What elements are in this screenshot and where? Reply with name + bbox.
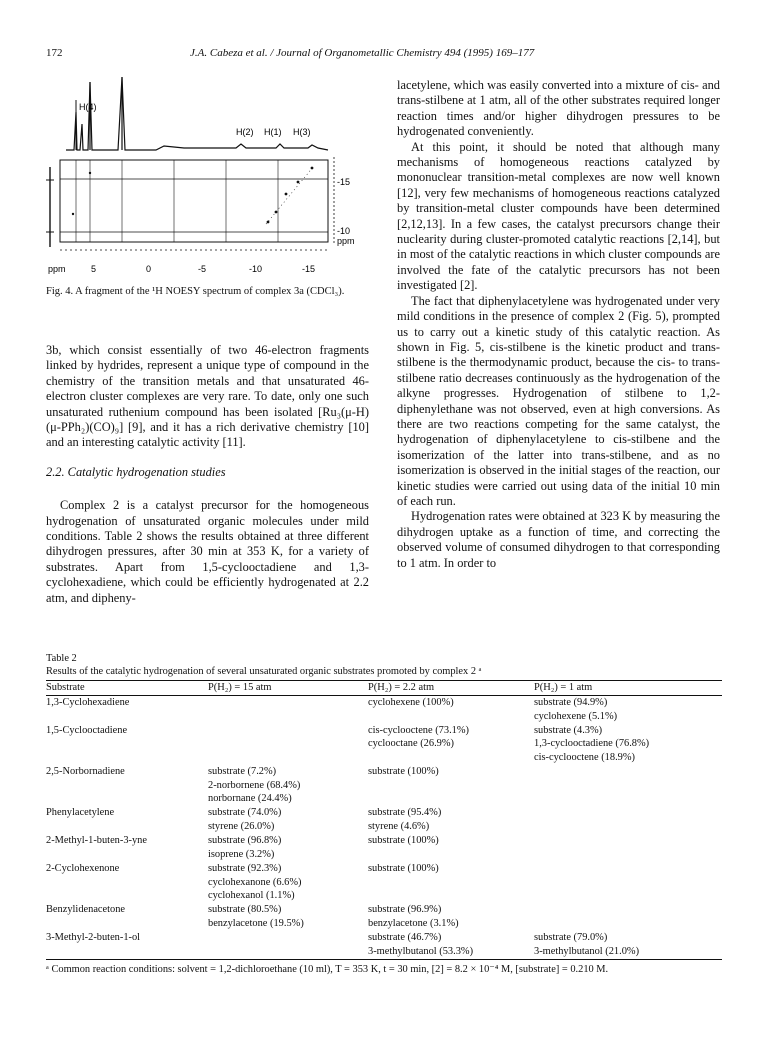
table-cell bbox=[208, 696, 368, 724]
cell-line: 2-norbornene (68.4%) bbox=[208, 779, 301, 791]
table-cell bbox=[46, 862, 208, 903]
cell-line: 3-Methyl-2-buten-1-ol bbox=[46, 932, 141, 944]
bottom-axis-label-5: 5 bbox=[91, 264, 97, 274]
cell-line: cyclohexanone (6.6%) bbox=[208, 876, 302, 888]
noesy-spectrum-figure bbox=[46, 72, 366, 282]
header-1-atm: P(H₂) = 1 atm bbox=[534, 681, 593, 693]
table-cell bbox=[368, 862, 534, 903]
cell-line: 1,3-cyclooctadiene (76.8%) bbox=[534, 738, 650, 750]
table-cell bbox=[208, 862, 368, 903]
table-cell bbox=[368, 696, 534, 724]
right-paragraph-4: Hydrogenation rates were obtained at 323 K by measuring the dihydrogen uptake as a function of time, and correcting the observed volume of consumed dihydrogen to that corresponding to 1 atm. In order to bbox=[397, 509, 720, 570]
left-paragraph-2: Complex 2 is a catalyst precursor for the homogeneous hydrogenation of unsaturated organic molecules under mild conditions. Table 2 shows the results obtained at three different dihydrogen pressures, after 30 min at 353 K, for a variety of substrates. Apart from 1,5-cyclooctadiene and 1,3-cyclohexadiene, which could be efficiently hydrogenated at 2.2 atm, and dipheny- bbox=[46, 498, 369, 605]
table-cell bbox=[534, 862, 722, 903]
cell-line: isoprene (3.2%) bbox=[208, 848, 275, 860]
peak-label-h2: H(2) bbox=[236, 127, 254, 137]
table-2 bbox=[46, 652, 722, 976]
table-cell bbox=[534, 696, 722, 724]
table-cell bbox=[368, 724, 534, 765]
right-column bbox=[397, 78, 720, 571]
header-substrate: Substrate bbox=[46, 681, 85, 693]
cell-line: substrate (79.0%) bbox=[534, 932, 608, 944]
table-cell bbox=[46, 806, 208, 834]
peak-label-h1: H(1) bbox=[264, 127, 282, 137]
table-cell bbox=[534, 931, 722, 959]
right-paragraph-1: lacetylene, which was easily converted into a mixture of cis- and trans-stilbene at 1 atm, all of the other substrates required longer reaction times and/or higher dihydrogen pressures to be hydrogenated conveniently. bbox=[397, 78, 720, 139]
cell-line: cyclohexene (5.1%) bbox=[534, 710, 618, 722]
cell-line: 1,5-Cyclooctadiene bbox=[46, 725, 128, 737]
table-cell bbox=[46, 696, 208, 724]
cell-line: substrate (100%) bbox=[368, 766, 439, 778]
right-paragraph-2: At this point, it should be noted that although many mechanisms of homogeneous reactions catalyzed by mononuclear transition-metal complexes are now well known [12], very few mechanisms of homogeneous reactions catalyzed by transition-metal cluster compounds have been determined [2,12,13]. In a few cases, the catalyst precursors change their nuclearity during cluster-promoted catalytic reactions [2,14], but in most of the catalytic reactions in which cluster compounds are involved the fate of the catalytic precursors has not been investigated [2]. bbox=[397, 139, 720, 293]
table-row bbox=[46, 696, 722, 724]
cell-line: substrate (100%) bbox=[368, 835, 439, 847]
table-row bbox=[46, 765, 722, 806]
table-cell bbox=[46, 765, 208, 806]
table-cell bbox=[368, 903, 534, 931]
table-label: Table 2 bbox=[46, 653, 77, 664]
cell-line: substrate (96.8%) bbox=[208, 835, 282, 847]
header-2-2-atm: P(H₂) = 2.2 atm bbox=[368, 681, 435, 693]
section-heading: 2.2. Catalytic hydrogenation studies bbox=[46, 464, 226, 479]
bottom-axis-label-ppm: ppm bbox=[48, 264, 66, 274]
running-head: J.A. Cabeza et al. / Journal of Organometallic Chemistry 494 (1995) 169–177 bbox=[190, 47, 535, 59]
table-cell bbox=[534, 903, 722, 931]
table-row bbox=[46, 806, 722, 834]
table-cell bbox=[534, 765, 722, 806]
table-cell bbox=[208, 931, 368, 959]
right-axis-label-minus15: -15 bbox=[337, 177, 351, 187]
cell-line: cis-cyclooctene (18.9%) bbox=[534, 751, 635, 763]
table-cell bbox=[46, 834, 208, 862]
cell-line: substrate (92.3%) bbox=[208, 863, 282, 875]
cell-line: substrate (7.2%) bbox=[208, 766, 277, 778]
cell-line: cis-cyclooctene (73.1%) bbox=[368, 725, 469, 737]
table-cell bbox=[208, 724, 368, 765]
table-cell bbox=[534, 724, 722, 765]
bottom-axis-label-minus10: -10 bbox=[249, 264, 263, 274]
table-cell bbox=[46, 903, 208, 931]
cell-line: 2-Methyl-1-buten-3-yne bbox=[46, 835, 147, 847]
cell-line: 3-methylbutanol (53.3%) bbox=[368, 945, 474, 957]
cell-line: substrate (96.9%) bbox=[368, 904, 442, 916]
cell-line: substrate (4.3%) bbox=[534, 725, 603, 737]
right-axis-label-minus10: -10 bbox=[337, 226, 351, 236]
table-cell bbox=[368, 765, 534, 806]
table-row bbox=[46, 862, 722, 903]
table-cell bbox=[208, 806, 368, 834]
cell-line: 2,5-Norbornadiene bbox=[46, 766, 125, 778]
left-column bbox=[46, 343, 369, 606]
page-number: 172 bbox=[46, 47, 63, 59]
table-cell bbox=[368, 931, 534, 959]
table-cell bbox=[534, 834, 722, 862]
cell-line: substrate (74.0%) bbox=[208, 807, 282, 819]
cell-line: substrate (46.7%) bbox=[368, 932, 442, 944]
cell-line: cyclooctane (26.9%) bbox=[368, 738, 454, 750]
cell-line: norbornane (24.4%) bbox=[208, 793, 292, 805]
table-row bbox=[46, 724, 722, 765]
table-row bbox=[46, 834, 722, 862]
table-cell bbox=[208, 834, 368, 862]
cell-line: benzylacetone (3.1%) bbox=[368, 917, 459, 929]
results-table bbox=[46, 680, 722, 960]
cell-line: cyclohexanol (1.1%) bbox=[208, 889, 295, 901]
table-title: Results of the catalytic hydrogenation of several unsaturated organic substrates promoted by complex 2 ᵃ bbox=[46, 666, 482, 678]
left-paragraph-1: 3b, which consist essentially of two 46-electron fragments linked by hydrides, represent a unique type of compound in the chemistry of the transition metals and that unsaturated 46-electron cluster complexes are very rare. To date, only one such unsaturated ruthenium compound has been isolated [Ru₃(μ-H)(μ-PPh₂)(CO)₉] [9], and it has a rich derivative chemistry [10] and an interesting catalytic activity [11]. bbox=[46, 343, 369, 450]
table-cell bbox=[368, 834, 534, 862]
cell-line: 1,3-Cyclohexadiene bbox=[46, 697, 130, 709]
cell-line: 3-methylbutanol (21.0%) bbox=[534, 945, 640, 957]
contour-plot-frame bbox=[60, 160, 328, 242]
cell-line: substrate (80.5%) bbox=[208, 904, 282, 916]
right-axis-label-ppm: ppm bbox=[337, 236, 355, 246]
table-row bbox=[46, 931, 722, 959]
table-cell bbox=[208, 903, 368, 931]
cell-line: Benzylidenacetone bbox=[46, 904, 126, 916]
header-15-atm: P(H₂) = 15 atm bbox=[208, 681, 272, 693]
cell-line: Phenylacetylene bbox=[46, 807, 115, 819]
figure-caption: Fig. 4. A fragment of the ¹H NOESY spectrum of complex 3a (CDCl₃). bbox=[46, 286, 345, 297]
table-cell bbox=[46, 724, 208, 765]
table-header-row bbox=[46, 680, 722, 695]
spectrum-trace bbox=[66, 77, 328, 150]
peak-label-h3: H(3) bbox=[293, 127, 311, 137]
peak-label-h4: H(4) bbox=[79, 102, 97, 112]
cell-line: benzylacetone (19.5%) bbox=[208, 917, 304, 929]
cell-line: cyclohexene (100%) bbox=[368, 697, 454, 709]
cell-line: styrene (4.6%) bbox=[368, 820, 430, 832]
cell-line: substrate (95.4%) bbox=[368, 807, 442, 819]
table-cell bbox=[208, 765, 368, 806]
table-cell bbox=[368, 806, 534, 834]
right-paragraph-3: The fact that diphenylacetylene was hydrogenated under very mild conditions in the presence of complex 2 (Fig. 5), prompted us to carry out a kinetic study of this catalytic reaction. As shown in Fig. 5, cis-stilbene is the kinetic product and trans-stilbene is the thermodynamic product, because the cis- to trans-stilbene ratio decreases continuously as the hydrogenation of the alkyne progresses. Hydrogenation of stilbene to 1,2-diphenylethane was not observed, even at high conversions. As there are two reactions competing for the same catalyst, the hydrogenation of diphenylacetylene to cis-stilbene and the isomerization of the latter into trans-stilbene, and as no isomerization is observed in the initial stages of the reaction, our kinetic studies were carried out using data of the initial 10 min of each run. bbox=[397, 293, 720, 508]
cell-line: 2-Cyclohexenone bbox=[46, 863, 120, 875]
table-cell bbox=[534, 806, 722, 834]
table-cell bbox=[46, 931, 208, 959]
bottom-axis-label-minus15: -15 bbox=[302, 264, 316, 274]
cell-line: substrate (100%) bbox=[368, 863, 439, 875]
bottom-axis-label-minus5: -5 bbox=[198, 264, 207, 274]
cell-line: substrate (94.9%) bbox=[534, 697, 608, 709]
table-footnote: ᵃ Common reaction conditions: solvent = 1,2-dichloroethane (10 ml), T = 353 K, t = 30 min, [2] = 8.2 × 10⁻⁴ M, [substrate] = 0.210 M. bbox=[46, 963, 609, 975]
cell-line: styrene (26.0%) bbox=[208, 820, 275, 832]
table-row bbox=[46, 903, 722, 931]
bottom-axis-label-0: 0 bbox=[146, 264, 152, 274]
